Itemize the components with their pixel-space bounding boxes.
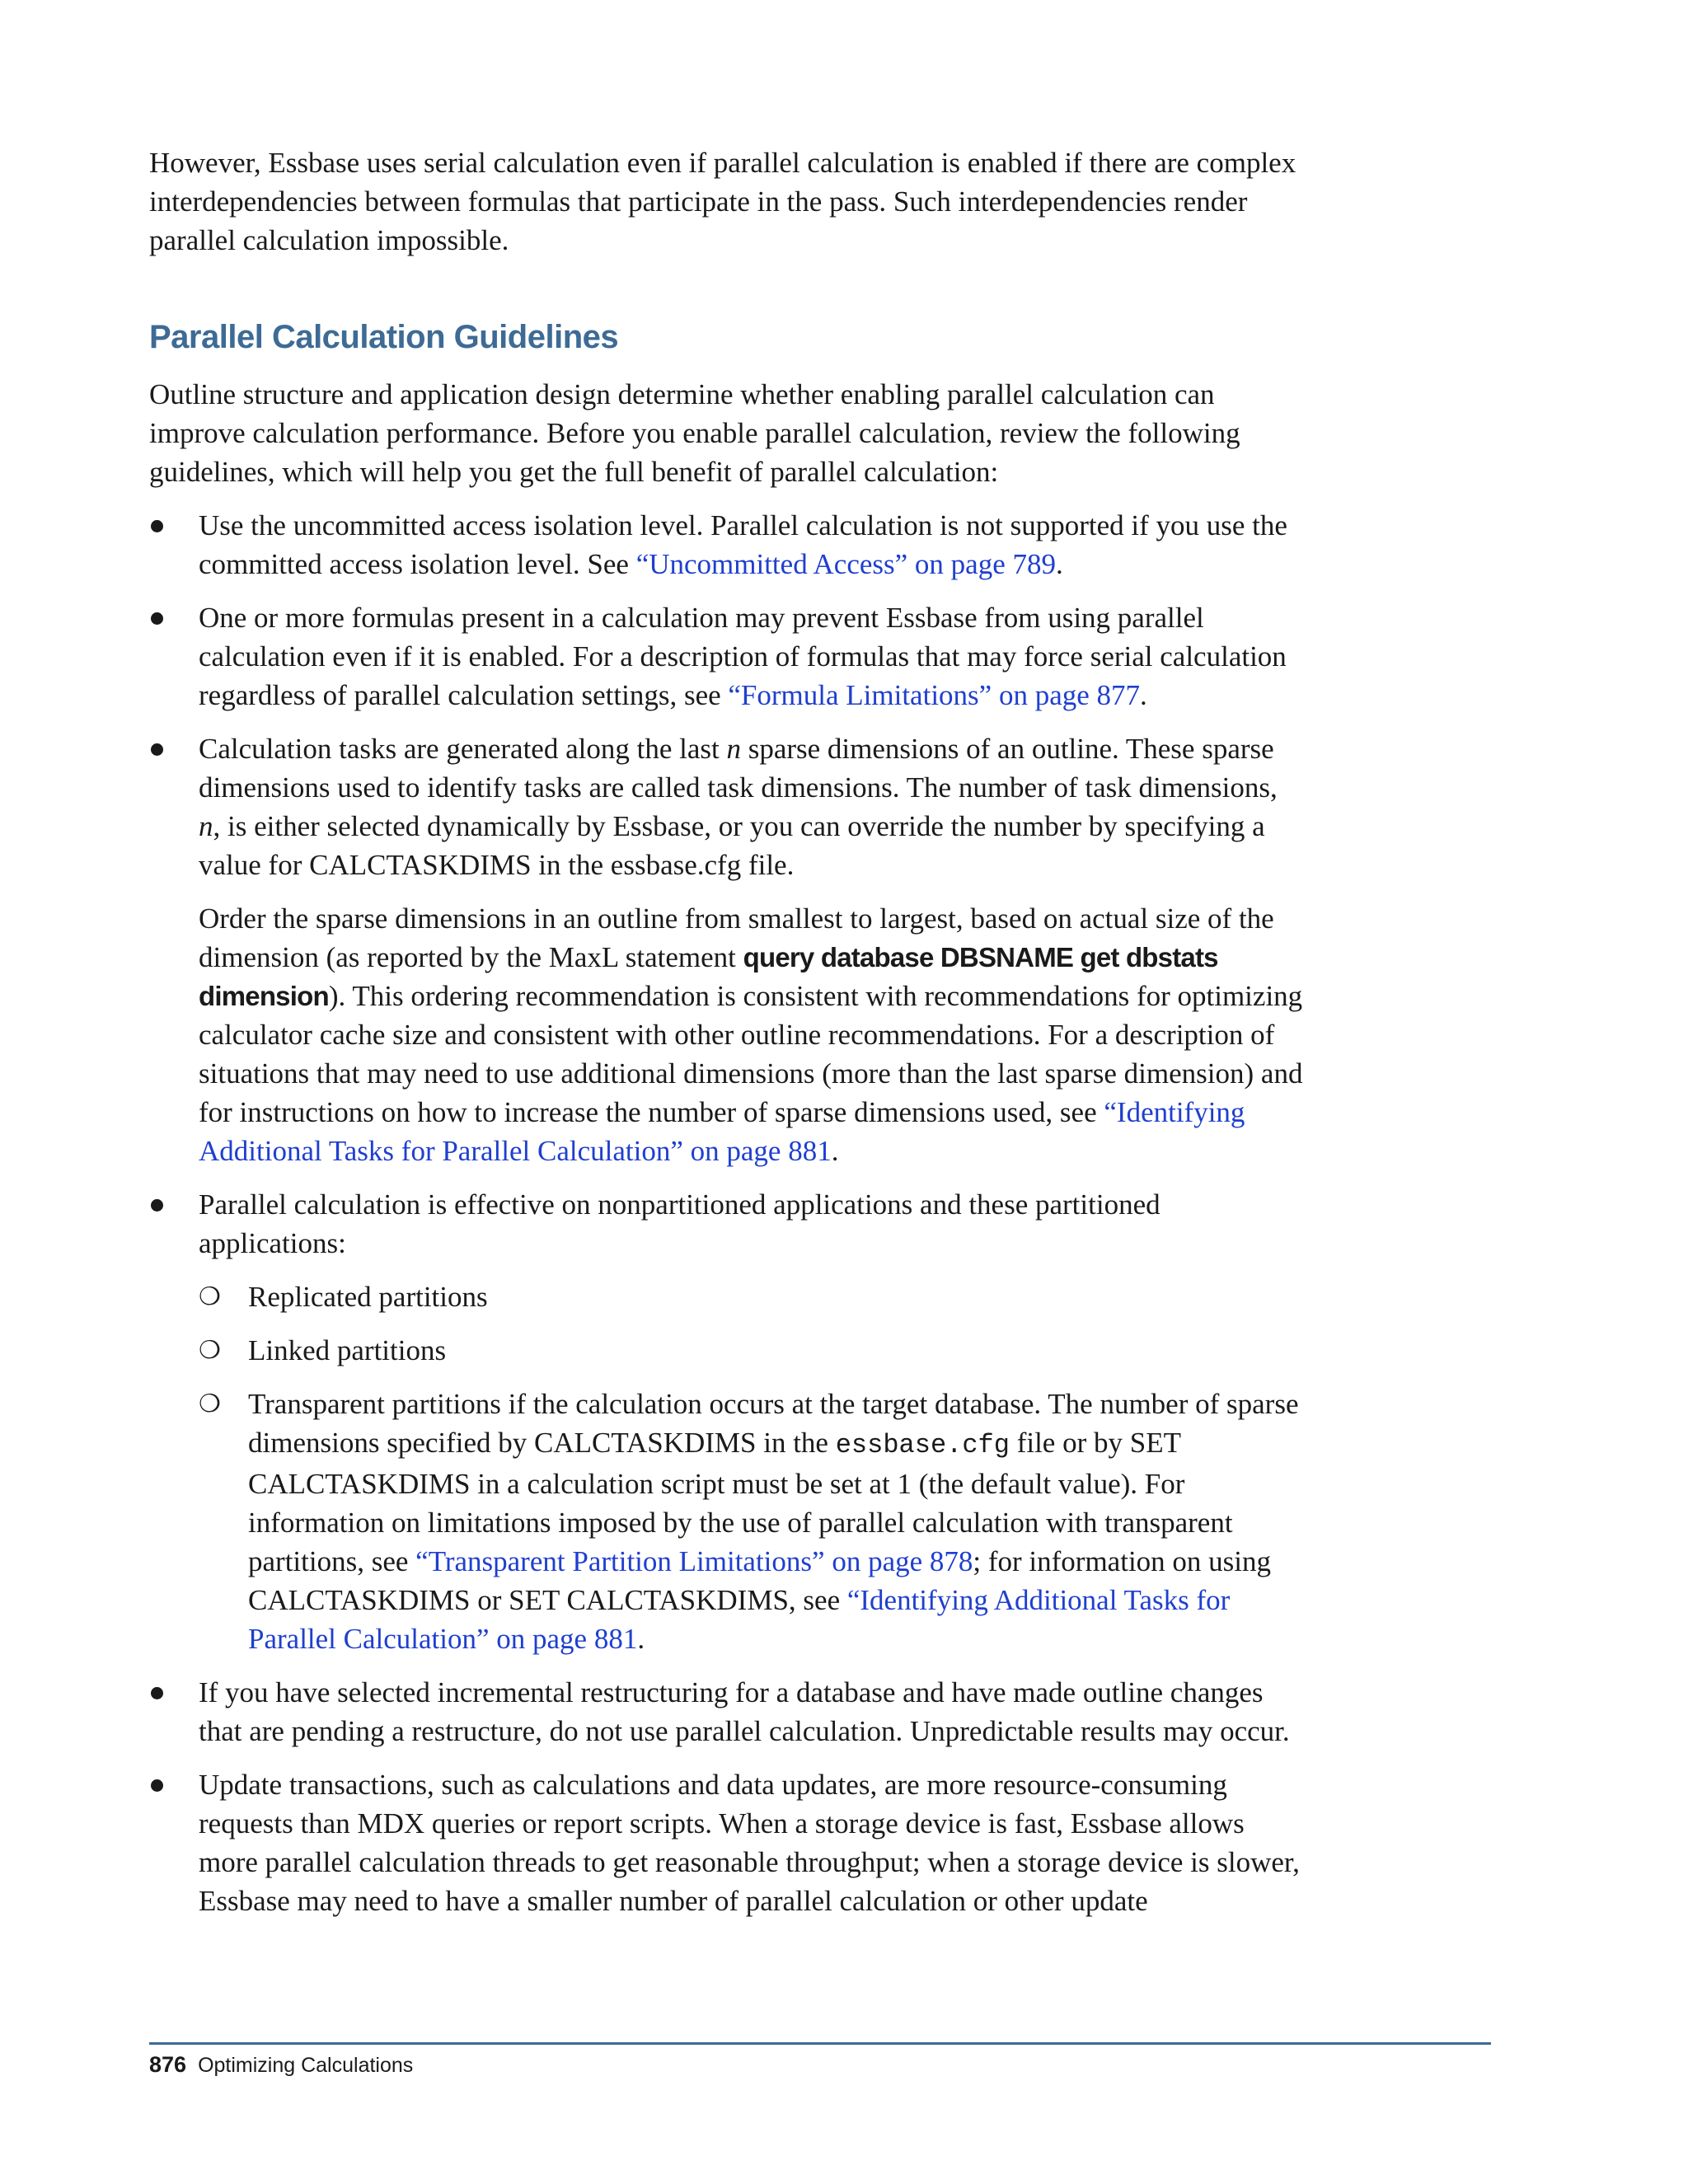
bullet-icon [151, 1687, 163, 1699]
bullet-text: One or more formulas present in a calculation may prevent Essbase from using parallel calculation even if it is enabled. For a description of formulas that may force serial calculation regardless of parallel calculation settings, see “Formula Limitations” on page 877. [199, 602, 1287, 711]
bullet-text: Use the uncommitted access isolation level. Parallel calculation is not supported if you use the committed access isolation level. See “Uncommitted Access” on page 789. [199, 509, 1287, 580]
sublist-item: ❍ Transparent partitions if the calculation occurs at the target database. The number of sparse dimensions specified by CALCTASKDIMS in the essbase.cfg file or by SET CALCTASKDIMS in a calculation script must be set at 1 (the default value). For information on limitations imposed by the use of parallel calculation with transparent partitions, see “Transparent Partition Limitations” on page 878; for information on using CALCTASKDIMS or SET CALCTASKDIMS, see “Identifying Additional Tasks for Parallel Calculation” on page 881. [199, 1385, 1303, 1658]
list-item [149, 1673, 1303, 1750]
maxl-command: query database DBSNAME get dbstats dimension [199, 942, 1218, 1011]
formula-limitations-link[interactable]: “Formula Limitations” on page 877 [728, 679, 1141, 711]
page-body [149, 143, 1303, 1935]
list-item [149, 598, 1303, 715]
bullet-icon [151, 520, 163, 532]
uncommitted-access-link[interactable]: “Uncommitted Access” on page 789 [635, 548, 1056, 580]
identifying-additional-tasks-link[interactable]: “Identifying Additional Tasks for Parallel Calculation” on page 881 [199, 1096, 1245, 1167]
guidelines-list [149, 506, 1303, 1920]
bullet-text: Update transactions, such as calculations and data updates, are more resource-consuming requests than MDX queries or report scripts. When a storage device is fast, Essbase allows more parallel calculation threads to get reasonable throughput; when a storage device is slower, Essbase may need to have a smaller number of parallel calculation or other update [199, 1769, 1300, 1917]
list-item [149, 729, 1303, 1170]
sublist-item: ❍ Replicated partitions [199, 1277, 1303, 1316]
partition-sublist [199, 1277, 1303, 1658]
list-item [149, 506, 1303, 583]
list-item [149, 1765, 1303, 1920]
bullet-text: If you have selected incremental restructuring for a database and have made outline changes that are pending a restructure, do not use parallel calculation. Unpredictable results may occur. [199, 1676, 1290, 1747]
bullet-icon [151, 1779, 163, 1792]
bullet-followup-text: Order the sparse dimensions in an outline from smallest to largest, based on actual size of the dimension (as reported by the MaxL statement query database DBSNAME get dbstats dimension). This ordering recommendation is consistent with recommendations for optimizing calculator cache size and consistent with other outline recommendations. For a description of situations that may need to use additional dimensions (more than the last sparse dimension) and for instructions on how to increase the number of sparse dimensions used, see “Identifying Additional Tasks for Parallel Calculation” on page 881. [199, 902, 1303, 1167]
lead-paragraph: Outline structure and application design determine whether enabling parallel calculation can improve calculation performance. Before you enable parallel calculation, review the following guidelines, which will help you get the full benefit of parallel calculation: [149, 378, 1240, 488]
section-heading: Parallel Calculation Guidelines [149, 319, 619, 355]
list-item [149, 1185, 1303, 1658]
intro-paragraph: However, Essbase uses serial calculation even if parallel calculation is enabled if there are complex interdependencies between formulas that participate in the pass. Such interdependencies render parallel calculation impossible. [149, 147, 1296, 256]
sublist-item: ❍ Linked partitions [199, 1331, 1303, 1370]
footer-divider [149, 2042, 1491, 2045]
transparent-partition-limitations-link[interactable]: “Transparent Partition Limitations” on page 878 [415, 1545, 973, 1577]
bullet-text: Calculation tasks are generated along the last n sparse dimensions of an outline. These sparse dimensions used to identify tasks are called task dimensions. The number of task dimensions, n, is either selected dynamically by Essbase, or you can override the number by specifying a value for CALCTASKDIMS in the essbase.cfg file. [199, 733, 1278, 881]
page-footer [149, 2050, 413, 2079]
hollow-bullet-icon: ❍ [199, 1390, 221, 1418]
bullet-icon [151, 612, 163, 625]
page-number: 876 [149, 2052, 187, 2077]
bullet-icon [151, 743, 163, 756]
bullet-icon [151, 1199, 163, 1212]
config-file-name: essbase.cfg [835, 1430, 1010, 1460]
bullet-text: Parallel calculation is effective on nonpartitioned applications and these partitioned applications: [199, 1188, 1160, 1259]
hollow-bullet-icon: ❍ [199, 1283, 221, 1310]
hollow-bullet-icon: ❍ [199, 1337, 221, 1364]
identifying-additional-tasks-link-2[interactable]: “Identifying Additional Tasks for Parallel Calculation” on page 881 [248, 1584, 1231, 1655]
footer-section-title: Optimizing Calculations [198, 2054, 414, 2077]
